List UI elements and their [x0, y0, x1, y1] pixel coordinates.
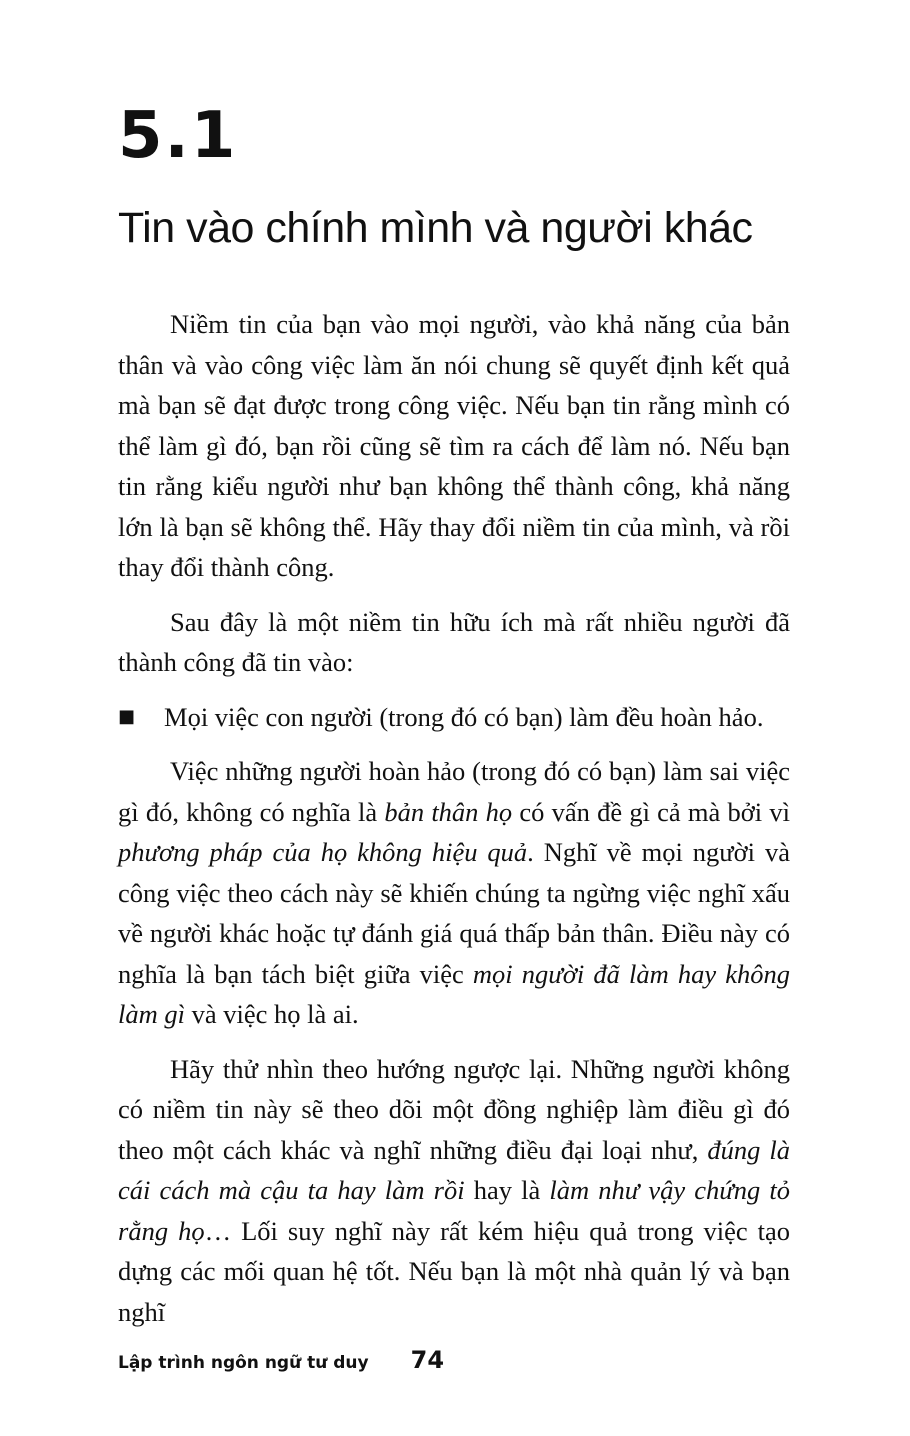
paragraph-3-text-c: có vấn đề gì cả mà bởi vì — [512, 796, 790, 827]
chapter-number: 5.1 — [118, 99, 238, 173]
paragraph-4-text-a: Hãy thử nhìn theo hướng ngược lại. Những người không có niềm tin này sẽ theo dõi một đồng nghiệp làm điều gì đó theo một cách khác và nghĩ những điều đại loại như, — [118, 1053, 790, 1165]
bullet-text: Mọi việc con người (trong đó có bạn) làm đều hoàn hảo. — [164, 701, 764, 732]
paragraph-3-text-a: Việc những người hoàn hảo (trong đó có bạn) làm sai việc gì đó, không có nghĩa là — [118, 756, 790, 827]
body-text — [118, 304, 790, 1346]
paragraph-4-text-e: … Lối suy nghĩ này rất kém hiệu quả trong việc tạo dựng các mối quan hệ tốt. Nếu bạn là một nhà quản lý và bạn nghĩ — [118, 1215, 790, 1327]
paragraph-4-emphasis-d: làm như vậy chứng tỏ rằng họ — [118, 1175, 790, 1246]
page-number: 74 — [410, 1346, 445, 1374]
paragraph-3-emphasis-f: mọi người đã làm hay không làm gì — [118, 958, 790, 1029]
paragraph-3-text-g: và việc họ là ai. — [185, 999, 359, 1029]
paragraph-2: Sau đây là một niềm tin hữu ích mà rất nhiều người đã thành công đã tin vào: — [118, 606, 790, 677]
bullet-item — [118, 697, 790, 738]
paragraph-3-emphasis-d: phương pháp của họ không hiệu quả — [118, 837, 528, 867]
paragraph-4-text-c: hay là — [464, 1175, 550, 1205]
square-bullet-icon: ■ — [118, 705, 136, 727]
paragraph-4 — [118, 1049, 790, 1333]
paragraph-3-text-e: . Nghĩ về mọi người và công việc theo cách này sẽ khiến chúng ta ngừng việc nghĩ xấu về người khác hoặc tự đánh giá quá thấp bản thân. Điều này có nghĩa là bạn tách biệt giữa việc — [118, 837, 790, 989]
footer-book-title: Lập trình ngôn ngữ tư duy — [118, 1353, 369, 1373]
paragraph-4-emphasis-b: đúng là cái cách mà cậu ta hay làm rồi — [118, 1134, 790, 1205]
paragraph-1: Niềm tin của bạn vào mọi người, vào khả năng của bản thân và vào công việc làm ăn nói chung sẽ quyết định kết quả mà bạn sẽ đạt được trong công việc. Nếu bạn tin rằng mình có thể làm gì đó, bạn rồi cũng sẽ tìm ra cách để làm nó. Nếu bạn tin rằng kiểu người như bạn không thể thành công, khả năng lớn là bạn sẽ không thể. Hãy thay đổi niềm tin của mình, và rồi thay đổi thành công. — [118, 309, 790, 582]
page-footer — [118, 1346, 444, 1374]
paragraph-3 — [118, 751, 790, 1035]
paragraph-3-emphasis-b: bản thân họ — [384, 796, 513, 827]
chapter-title: Tin vào chính mình và người khác — [118, 204, 753, 252]
